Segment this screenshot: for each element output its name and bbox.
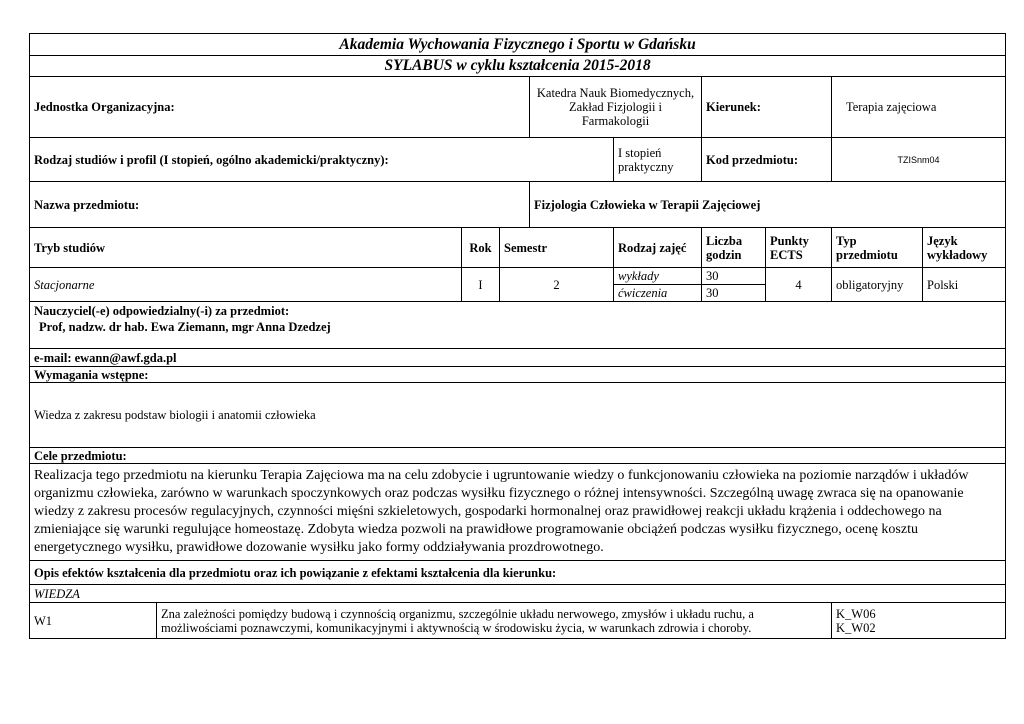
- outcome-refs: [832, 603, 1006, 639]
- year-value: I: [462, 268, 500, 302]
- table-row: [30, 603, 1006, 639]
- outcomes-label: Opis efektów kształcenia dla przedmiotu oraz ich powiązanie z efektami kształcenia dla kierunku:: [30, 561, 1006, 585]
- prerequisites-label: Wymagania wstępne:: [30, 367, 1006, 383]
- outcome-code: W1: [30, 603, 157, 639]
- hours-lectures: 30: [702, 268, 766, 285]
- col-header-year: Rok: [462, 228, 500, 268]
- unit-label: Jednostka Organizacyjna:: [30, 77, 530, 138]
- prerequisites-value: Wiedza z zakresu podstaw biologii i anatomii człowieka: [30, 383, 1006, 448]
- unit-value: Katedra Nauk Biomedycznych, Zakład Fizjologii i Farmakologii: [530, 77, 702, 138]
- col-header-semester: Semestr: [500, 228, 614, 268]
- teachers-label: Nauczyciel(-e) odpowiedzialny(-i) za przedmiot:: [34, 304, 290, 318]
- semester-value: 2: [500, 268, 614, 302]
- class-type-lectures: wykłady: [614, 268, 702, 285]
- col-header-language: Język wykładowy: [923, 228, 1006, 268]
- outcomes-category: WIEDZA: [30, 585, 1006, 603]
- syllabus-title: SYLABUS w cyklu kształcenia 2015-2018: [30, 56, 1006, 77]
- syllabus-sheet: [29, 33, 1005, 639]
- syllabus-table: [29, 33, 1006, 639]
- mode-value: Stacjonarne: [30, 268, 462, 302]
- code-label: Kod przedmiotu:: [702, 138, 832, 182]
- studies-label: Rodzaj studiów i profil (I stopień, ogólno akademicki/praktyczny):: [30, 138, 614, 182]
- email-contact: e-mail: ewann@awf.gda.pl: [30, 349, 1006, 367]
- code-value: TZISnm04: [832, 138, 1006, 182]
- subject-label: Nazwa przedmiotu:: [30, 182, 530, 228]
- hours-exercises: 30: [702, 285, 766, 302]
- language-value: Polski: [923, 268, 1006, 302]
- subject-value: Fizjologia Człowieka w Terapii Zajęciowej: [530, 182, 1006, 228]
- teachers-cell: [30, 302, 1006, 349]
- studies-value: I stopień praktyczny: [614, 138, 702, 182]
- outcome-text: Zna zależności pomiędzy budową i czynnością organizmu, szczególnie układu nerwowego, zmysłów i układu ruchu, a możliwościami poznawczymi, komunikacyjnymi i aktywnością w środowisku życia, w warunkach zdrowia i choroby.: [157, 603, 832, 639]
- col-header-class-type: Rodzaj zajęć: [614, 228, 702, 268]
- direction-label: Kierunek:: [702, 77, 832, 138]
- outcome-ref: K_W02: [836, 620, 876, 635]
- goals-text: Realizacja tego przedmiotu na kierunku Terapia Zajęciowa ma na celu zdobycie i ugruntowanie wiedzy o funkcjonowaniu człowieka na poziomie narządów i układów organizmu człowieka, zarówno w warunkach spoczynkowych oraz podczas wysiłku fizycznego o różnej intensywności. Szczególną uwagę zwraca się na opanowanie wiedzy z zakresu procesów regulacyjnych, czynności mięśni szkieletowych, gospodarki hormonalnej oraz prawidłowej reakcji układu krążenia i oddechowego na zmieniające się warunki regulujące homeostazę. Zdobyta wiedza pozwoli na prawidłowe programowanie obciążeń podczas wysiłku fizycznego, ocenę kosztu energetycznego wysiłku, prawidłowe dozowanie wysiłku jako formy oddziaływania prozdrowotnego.: [30, 464, 1006, 561]
- col-header-subject-type: Typ przedmiotu: [832, 228, 923, 268]
- goals-label: Cele przedmiotu:: [30, 448, 1006, 464]
- direction-value: Terapia zajęciowa: [832, 77, 1006, 138]
- institution-title: Akademia Wychowania Fizycznego i Sportu w Gdańsku: [30, 34, 1006, 56]
- teachers-names: Prof, nadzw. dr hab. Ewa Ziemann, mgr Anna Dzedzej: [39, 320, 331, 334]
- ects-value: 4: [766, 268, 832, 302]
- col-header-hours: Liczba godzin: [702, 228, 766, 268]
- col-header-mode: Tryb studiów: [30, 228, 462, 268]
- outcome-ref: K_W06: [836, 606, 876, 621]
- class-type-exercises: ćwiczenia: [614, 285, 702, 302]
- col-header-ects: Punkty ECTS: [766, 228, 832, 268]
- subject-type-value: obligatoryjny: [832, 268, 923, 302]
